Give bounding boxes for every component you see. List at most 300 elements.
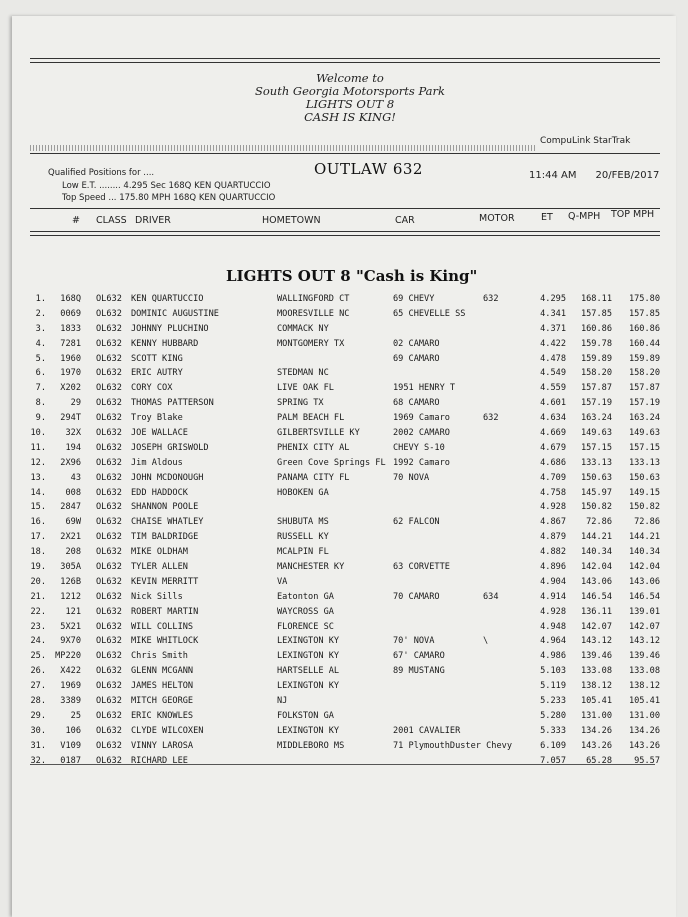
cell-qualifying-mph: 150.82 [580, 502, 612, 513]
cell-driver: JOHNNY PLUCHINO [131, 323, 209, 334]
cell-position: 29. [30, 710, 46, 721]
cell-car-number: 1833 [60, 323, 81, 334]
cell-car: 63 CORVETTE [393, 562, 450, 573]
cell-position: 24. [30, 636, 46, 647]
cell-class: OL632 [96, 294, 122, 304]
cell-class: OL632 [96, 606, 122, 617]
cell-position: 12. [30, 457, 46, 468]
cell-top-mph: 158.20 [628, 368, 660, 379]
cell-car: 67' CAMARO [393, 651, 445, 662]
cell-top-mph: 175.80 [628, 294, 660, 304]
cell-hometown: COMMACK NY [277, 323, 329, 334]
cell-driver: KEN QUARTUCCIO [131, 294, 204, 304]
cell-driver: ROBERT MARTIN [131, 606, 199, 617]
cell-driver: JOHN MCDONOUGH [131, 472, 204, 483]
venue-name: South Georgia Motorsports Park [254, 84, 445, 98]
cell-hometown: GILBERTSVILLE KY [277, 428, 360, 439]
results-bottom-rule [30, 764, 655, 765]
cell-elapsed-time: 4.882 [540, 547, 566, 558]
cell-class: OL632 [96, 636, 122, 647]
cell-hometown: WALLINGFORD CT [277, 294, 350, 304]
table-row [0, 502, 688, 517]
cell-position: 8. [35, 398, 46, 409]
time: 11:44 AM [529, 170, 577, 181]
cell-car-number: 25 [70, 710, 81, 721]
top-speed-line: Top Speed ... 175.80 MPH 168Q KEN QUARTUCCIO [62, 193, 276, 203]
cell-hometown: LIVE OAK FL [277, 383, 334, 394]
cell-position: 16. [30, 517, 46, 528]
cell-class: OL632 [96, 532, 122, 543]
cell-qualifying-mph: 157.15 [580, 442, 612, 453]
cell-class: OL632 [96, 517, 122, 528]
cell-qualifying-mph: 65.28 [586, 755, 612, 766]
cell-elapsed-time: 4.867 [540, 517, 566, 528]
cell-driver: JOSEPH GRISWOLD [131, 442, 209, 453]
cell-hometown: HARTSELLE AL [277, 666, 340, 677]
cell-elapsed-time: 4.295 [540, 294, 566, 304]
cell-elapsed-time: 4.896 [540, 562, 566, 573]
cell-hometown: HOBOKEN GA [277, 487, 329, 498]
cell-car-number: 9X70 [60, 636, 81, 647]
cell-car: 1951 HENRY T [393, 383, 456, 394]
cell-elapsed-time: 5.280 [540, 710, 566, 721]
cell-elapsed-time: 4.559 [540, 383, 566, 394]
cell-driver: CLYDE WILCOXEN [131, 725, 204, 736]
cell-elapsed-time: 4.341 [540, 308, 566, 319]
cell-top-mph: 143.06 [628, 576, 660, 587]
cell-top-mph: 149.63 [628, 428, 660, 439]
cell-class: OL632 [96, 710, 122, 721]
cell-elapsed-time: 5.233 [540, 696, 566, 707]
col-qmph-header: Q-MPH [568, 211, 601, 222]
cell-car-number: 7281 [60, 338, 81, 349]
cell-qualifying-mph: 133.08 [580, 666, 612, 677]
cell-qualifying-mph: 159.89 [580, 353, 612, 364]
cell-car-number: 69W [65, 517, 81, 528]
cell-position: 4. [35, 338, 46, 349]
col-topmph-header: TOP MPH [611, 209, 655, 220]
cell-class: OL632 [96, 725, 122, 736]
cell-car-number: 32X [65, 428, 81, 439]
cell-class: OL632 [96, 428, 122, 439]
table-row [0, 428, 688, 443]
cell-top-mph: 157.85 [628, 308, 660, 319]
cell-position: 6. [35, 368, 46, 379]
cell-car-number: X202 [60, 383, 81, 394]
cell-qualifying-mph: 143.12 [580, 636, 612, 647]
cell-car-number: 0187 [60, 755, 81, 766]
col-motor-header: MOTOR [479, 213, 515, 224]
cell-driver: VINNY LAROSA [131, 740, 194, 751]
cell-hometown: VA [277, 576, 288, 587]
cell-position: 5. [35, 353, 46, 364]
cell-hometown: MONTGOMERY TX [277, 338, 345, 349]
cell-position: 20. [30, 576, 46, 587]
qualified-label: Qualified Positions for .... [48, 168, 155, 178]
cell-car-number: 106 [65, 725, 81, 736]
software-credit: CompuLink StarTrak [540, 136, 631, 146]
cell-car-number: 126B [60, 576, 81, 587]
table-row [0, 413, 688, 428]
cell-class: OL632 [96, 666, 122, 677]
cell-driver: RICHARD LEE [131, 755, 188, 766]
cell-hometown: MIDDLEBORO MS [277, 740, 345, 751]
cell-qualifying-mph: 146.54 [580, 591, 612, 602]
cell-car: 70 NOVA [393, 472, 430, 483]
cell-car: CHEVY S-10 [393, 442, 445, 453]
table-row [0, 696, 688, 711]
cell-class: OL632 [96, 651, 122, 662]
cell-top-mph: 163.24 [628, 413, 660, 424]
cell-qualifying-mph: 168.11 [580, 294, 612, 304]
cell-qualifying-mph: 105.41 [580, 696, 612, 707]
col-car-header: CAR [395, 215, 415, 226]
table-row [0, 741, 688, 756]
cell-car: 65 CHEVELLE SS [393, 308, 466, 319]
cell-driver: DOMINIC AUGUSTINE [131, 308, 219, 319]
cell-car: 02 CAMARO [393, 338, 440, 349]
dotted-separator [30, 145, 535, 151]
cell-car-number: 0069 [60, 308, 81, 319]
cell-hometown: WAYCROSS GA [277, 606, 334, 617]
cell-car: 71 PlymouthDuster Chevy [393, 740, 512, 751]
cell-elapsed-time: 4.686 [540, 457, 566, 468]
cell-elapsed-time: 4.986 [540, 651, 566, 662]
cell-elapsed-time: 4.371 [540, 323, 566, 334]
cell-qualifying-mph: 159.78 [580, 338, 612, 349]
cell-top-mph: 142.04 [628, 562, 660, 573]
cell-car: 2001 CAVALIER [393, 725, 461, 736]
cell-elapsed-time: 4.948 [540, 621, 566, 632]
cell-car-number: 1969 [60, 681, 81, 692]
cell-elapsed-time: 4.964 [540, 636, 566, 647]
cell-class: OL632 [96, 696, 122, 707]
cell-top-mph: 138.12 [628, 681, 660, 692]
qualified-summary [48, 167, 275, 205]
cell-position: 11. [30, 442, 46, 453]
cell-top-mph: 157.19 [628, 398, 660, 409]
cell-car-number: 29 [70, 398, 81, 409]
cell-position: 23. [30, 621, 46, 632]
table-row [0, 622, 688, 637]
cell-class: OL632 [96, 487, 122, 498]
cell-hometown: PHENIX CITY AL [277, 442, 350, 453]
table-row [0, 681, 688, 696]
cell-qualifying-mph: 131.00 [580, 710, 612, 721]
cell-car: 1992 Camaro [393, 457, 450, 468]
cell-driver: KEVIN MERRITT [131, 576, 199, 587]
cell-car: 69 CAMARO [393, 353, 440, 364]
column-top-rule [30, 208, 660, 209]
cell-position: 27. [30, 681, 46, 692]
race-title: LIGHTS OUT 8 "Cash is King" [226, 267, 478, 285]
cell-top-mph: 95.57 [634, 755, 660, 766]
cell-class: OL632 [96, 502, 122, 513]
cell-motor: \ [483, 636, 489, 647]
cell-top-mph: 146.54 [628, 591, 660, 602]
cell-class: OL632 [96, 576, 122, 587]
cell-hometown: FLORENCE SC [277, 621, 334, 632]
cell-position: 26. [30, 666, 46, 677]
timestamp [529, 170, 659, 181]
cell-hometown: PALM BEACH FL [277, 413, 345, 424]
cell-top-mph: 139.46 [628, 651, 660, 662]
table-row [0, 458, 688, 473]
cell-position: 17. [30, 532, 46, 543]
cell-hometown: MCALPIN FL [277, 547, 329, 558]
col-driver-header: DRIVER [135, 215, 171, 226]
cell-car: 89 MUSTANG [393, 666, 445, 677]
cell-qualifying-mph: 145.97 [580, 487, 612, 498]
event-tagline: CASH IS KING! [304, 110, 396, 124]
cell-car: 1969 Camaro [393, 413, 450, 424]
cell-driver: MIKE OLDHAM [131, 547, 188, 558]
cell-car-number: 1960 [60, 353, 81, 364]
table-row [0, 636, 688, 651]
table-row [0, 562, 688, 577]
cell-car-number: MP220 [55, 651, 81, 662]
cell-qualifying-mph: 140.34 [580, 547, 612, 558]
cell-car-number: 121 [65, 606, 81, 617]
cell-elapsed-time: 5.103 [540, 666, 566, 677]
cell-top-mph: 142.07 [628, 621, 660, 632]
cell-motor: 632 [483, 294, 499, 304]
cell-qualifying-mph: 158.20 [580, 368, 612, 379]
table-row [0, 517, 688, 532]
cell-qualifying-mph: 142.07 [580, 621, 612, 632]
table-row [0, 473, 688, 488]
cell-top-mph: 160.44 [628, 338, 660, 349]
cell-position: 2. [35, 308, 46, 319]
cell-class: OL632 [96, 457, 122, 468]
cell-class: OL632 [96, 591, 122, 602]
cell-qualifying-mph: 142.04 [580, 562, 612, 573]
cell-top-mph: 149.15 [628, 487, 660, 498]
cell-car: 70' NOVA [393, 636, 435, 647]
cell-driver: Nick Sills [131, 591, 183, 602]
cell-driver: Troy Blake [131, 413, 183, 424]
cell-class: OL632 [96, 338, 122, 349]
cell-driver: ERIC AUTRY [131, 368, 183, 379]
cell-elapsed-time: 5.119 [540, 681, 566, 692]
cell-driver: GLENN MCGANN [131, 666, 194, 677]
cell-car: 70 CAMARO [393, 591, 440, 602]
cell-elapsed-time: 4.928 [540, 502, 566, 513]
cell-top-mph: 72.86 [634, 517, 660, 528]
cell-top-mph: 134.26 [628, 725, 660, 736]
welcome-banner [200, 72, 500, 124]
cell-class: OL632 [96, 740, 122, 751]
cell-qualifying-mph: 139.46 [580, 651, 612, 662]
cell-top-mph: 144.21 [628, 532, 660, 543]
cell-qualifying-mph: 149.63 [580, 428, 612, 439]
cell-elapsed-time: 4.422 [540, 338, 566, 349]
cell-hometown: STEDMAN NC [277, 368, 329, 379]
col-num-header: # [72, 215, 80, 226]
cell-top-mph: 139.01 [628, 606, 660, 617]
cell-position: 10. [30, 428, 46, 439]
cell-top-mph: 150.63 [628, 472, 660, 483]
cell-driver: EDD HADDOCK [131, 487, 188, 498]
cell-class: OL632 [96, 755, 122, 766]
date: 20/FEB/2017 [595, 170, 660, 181]
cell-hometown: RUSSELL KY [277, 532, 329, 543]
top-border-rule [30, 58, 660, 63]
column-bottom-rule [30, 231, 660, 236]
cell-driver: JAMES HELTON [131, 681, 194, 692]
cell-qualifying-mph: 163.24 [580, 413, 612, 424]
cell-elapsed-time: 4.904 [540, 576, 566, 587]
cell-car-number: 2X21 [60, 532, 81, 543]
cell-top-mph: 140.34 [628, 547, 660, 558]
low-et-line: Low E.T. ........ 4.295 Sec 168Q KEN QUARTUCCIO [62, 180, 271, 191]
cell-position: 15. [30, 502, 46, 513]
cell-qualifying-mph: 72.86 [586, 517, 612, 528]
table-row [0, 577, 688, 592]
cell-elapsed-time: 5.333 [540, 725, 566, 736]
cell-position: 32. [30, 755, 46, 766]
cell-car-number: 43 [70, 472, 81, 483]
cell-car-number: X422 [60, 666, 81, 677]
cell-driver: WILL COLLINS [131, 621, 194, 632]
cell-position: 1. [35, 294, 46, 304]
cell-car-number: 194 [65, 442, 81, 453]
cell-elapsed-time: 7.057 [540, 755, 566, 766]
cell-hometown: Eatonton GA [277, 591, 334, 602]
cell-class: OL632 [96, 562, 122, 573]
table-row [0, 726, 688, 741]
cell-elapsed-time: 4.669 [540, 428, 566, 439]
cell-class: OL632 [96, 472, 122, 483]
cell-driver: TIM BALDRIDGE [131, 532, 199, 543]
event-name: LIGHTS OUT 8 [305, 97, 395, 111]
cell-position: 19. [30, 562, 46, 573]
cell-hometown: NJ [277, 696, 288, 707]
cell-top-mph: 150.82 [628, 502, 660, 513]
cell-hometown: LEXINGTON KY [277, 651, 340, 662]
cell-qualifying-mph: 143.26 [580, 740, 612, 751]
table-row [0, 383, 688, 398]
cell-class: OL632 [96, 681, 122, 692]
table-row [0, 309, 688, 324]
cell-driver: CORY COX [131, 383, 173, 394]
cell-class: OL632 [96, 308, 122, 319]
cell-hometown: MANCHESTER KY [277, 562, 345, 573]
cell-position: 18. [30, 547, 46, 558]
cell-driver: Chris Smith [131, 651, 188, 662]
cell-position: 30. [30, 725, 46, 736]
table-row [0, 711, 688, 726]
cell-elapsed-time: 4.549 [540, 368, 566, 379]
col-et-header: ET [541, 212, 553, 223]
cell-position: 14. [30, 487, 46, 498]
cell-top-mph: 159.89 [628, 353, 660, 364]
cell-car-number: 2847 [60, 502, 81, 513]
cell-elapsed-time: 4.928 [540, 606, 566, 617]
cell-position: 22. [30, 606, 46, 617]
cell-class: OL632 [96, 547, 122, 558]
cell-class: OL632 [96, 383, 122, 394]
cell-top-mph: 143.26 [628, 740, 660, 751]
cell-car: 62 FALCON [393, 517, 440, 528]
cell-hometown: SPRING TX [277, 398, 324, 409]
cell-motor: 634 [483, 591, 499, 602]
cell-driver: ERIC KNOWLES [131, 710, 194, 721]
cell-top-mph: 133.08 [628, 666, 660, 677]
cell-elapsed-time: 4.601 [540, 398, 566, 409]
table-row [0, 488, 688, 503]
table-row [0, 547, 688, 562]
cell-qualifying-mph: 138.12 [580, 681, 612, 692]
cell-class: OL632 [96, 353, 122, 364]
cell-hometown: MOORESVILLE NC [277, 308, 350, 319]
cell-top-mph: 160.86 [628, 323, 660, 334]
cell-car-number: 2X96 [60, 457, 81, 468]
cell-qualifying-mph: 144.21 [580, 532, 612, 543]
cell-driver: KENNY HUBBARD [131, 338, 199, 349]
cell-driver: Jim Aldous [131, 457, 183, 468]
cell-top-mph: 131.00 [628, 710, 660, 721]
cell-hometown: SHUBUTA MS [277, 517, 329, 528]
cell-qualifying-mph: 150.63 [580, 472, 612, 483]
cell-position: 9. [35, 413, 46, 424]
cell-elapsed-time: 4.679 [540, 442, 566, 453]
cell-hometown: PANAMA CITY FL [277, 472, 350, 483]
cell-driver: MIKE WHITLOCK [131, 636, 199, 647]
cell-qualifying-mph: 134.26 [580, 725, 612, 736]
cell-hometown: LEXINGTON KY [277, 725, 340, 736]
cell-car-number: 3389 [60, 696, 81, 707]
cell-class: OL632 [96, 398, 122, 409]
table-row [0, 532, 688, 547]
cell-class: OL632 [96, 368, 122, 379]
cell-position: 7. [35, 383, 46, 394]
cell-top-mph: 143.12 [628, 636, 660, 647]
table-row [0, 398, 688, 413]
cell-driver: JOE WALLACE [131, 428, 188, 439]
cell-class: OL632 [96, 323, 122, 334]
cell-car-number: 1970 [60, 368, 81, 379]
col-class-header: CLASS [96, 215, 127, 226]
cell-qualifying-mph: 157.87 [580, 383, 612, 394]
table-row [0, 324, 688, 339]
cell-top-mph: 157.87 [628, 383, 660, 394]
cell-car-number: 1212 [60, 591, 81, 602]
cell-driver: CHAISE WHATLEY [131, 517, 204, 528]
table-row [0, 339, 688, 354]
cell-driver: THOMAS PATTERSON [131, 398, 214, 409]
cell-car: 68 CAMARO [393, 398, 440, 409]
cell-class: OL632 [96, 621, 122, 632]
results-table [0, 294, 688, 771]
cell-car-number: 008 [65, 487, 81, 498]
cell-hometown: Green Cove Springs FL [277, 457, 386, 468]
table-row [0, 666, 688, 681]
cell-elapsed-time: 4.709 [540, 472, 566, 483]
cell-hometown: LEXINGTON KY [277, 681, 340, 692]
cell-elapsed-time: 4.478 [540, 353, 566, 364]
table-row [0, 607, 688, 622]
table-row [0, 354, 688, 369]
cell-qualifying-mph: 157.19 [580, 398, 612, 409]
cell-car-number: 294T [60, 413, 81, 424]
cell-elapsed-time: 4.758 [540, 487, 566, 498]
cell-position: 21. [30, 591, 46, 602]
cell-elapsed-time: 4.634 [540, 413, 566, 424]
cell-elapsed-time: 4.879 [540, 532, 566, 543]
cell-class: OL632 [96, 413, 122, 424]
cell-driver: TYLER ALLEN [131, 562, 188, 573]
